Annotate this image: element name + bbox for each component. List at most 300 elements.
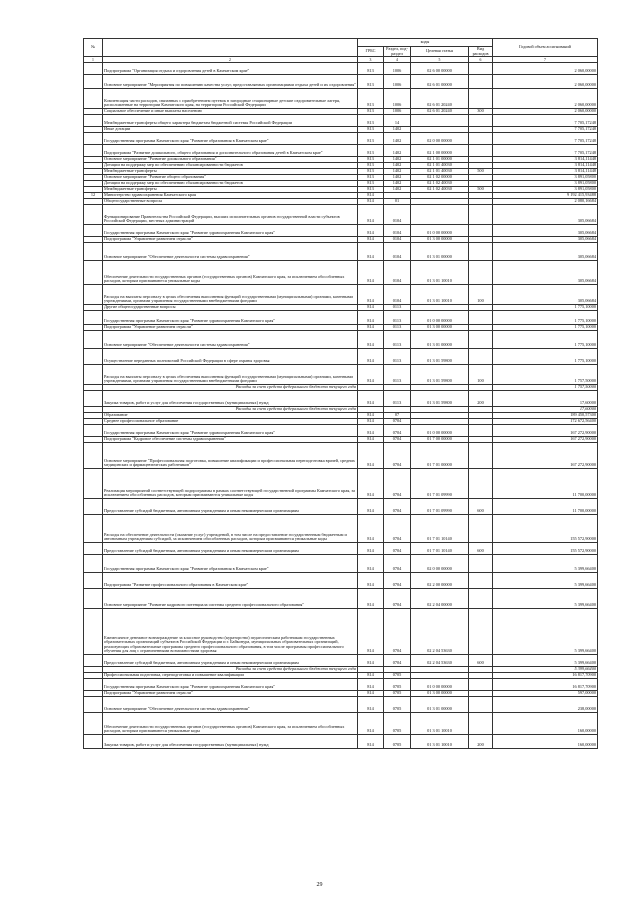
row-section: 0104 [384,237,411,243]
row-expense-type: 200 [469,391,493,407]
row-number [84,555,103,573]
row-amount: 9 192 415,93488 [493,193,598,199]
row-grbs: 814 [358,205,384,225]
row-name: Образование [103,413,358,419]
row-target-article: 02 1 02 40030 [411,187,469,193]
table-row [84,679,598,691]
row-number [84,679,103,691]
table-row [84,735,598,749]
row-expense-type [469,443,493,469]
table-row [84,63,598,75]
row-target-article: 01 0 00 00000 [411,425,469,437]
row-target-article: 02 0 00 00000 [411,133,469,145]
row-name: Обеспечение деятельности государственных органов (государственных органов) Камчатского края, за исключением обособленных расходов, которым присваиваются уникальные коды [103,713,358,735]
row-amount: 167 272,90000 [493,443,598,469]
row-grbs: 814 [358,285,384,305]
row-section: 0113 [384,365,411,385]
header-annual-amount: Годовой объем ассигнований [493,39,598,57]
row-grbs: 813 [358,127,384,133]
row-name: Предоставление субсидий бюджетным, автономным учреждениям и иным некоммерческим организациям [103,655,358,667]
row-name: Расходы за счет средств федерального бюджета текущего года [103,385,358,391]
row-grbs: 814 [358,413,384,419]
row-section: 0113 [384,349,411,365]
row-number [84,225,103,237]
row-target-article: 01 3 00 00000 [411,237,469,243]
row-target-article: 02 2 04 53630 [411,655,469,667]
row-amount: 155 572,90000 [493,543,598,555]
row-name: Расходы на выплаты персоналу в целях обеспечения выполнения функций государственными (муниципальными) органами, казенными учреждениями, органами управления государственными внебюджетными фондами [103,285,358,305]
row-amount: 1 775,10000 [493,311,598,325]
row-target-article: 02 1 01 40030 [411,169,469,175]
row-name: Расходы на выплаты персоналу в целях обеспечения выполнения функций государственными (муниципальными) органами, казенными учреждениями, органами управления государственными внебюджетными фондами [103,365,358,385]
row-name: Подпрограмма "Организация отдыха и оздоровления детей в Камчатском крае" [103,63,358,75]
row-grbs: 814 [358,199,384,205]
table-row [84,697,598,713]
row-amount: 597,00000 [493,691,598,697]
header-name [103,39,358,57]
row-amount: 11 700,00000 [493,469,598,499]
table-row [84,573,598,589]
row-expense-type [469,697,493,713]
header-index-cell: 1 [84,57,103,63]
row-grbs: 813 [358,63,384,75]
row-number [84,515,103,543]
row-grbs: 814 [358,325,384,331]
budget-table-sheet [83,38,597,749]
row-target-article: 01 3 01 10010 [411,261,469,285]
row-target-article: 01 3 01 00000 [411,243,469,261]
row-expense-type: 600 [469,499,493,515]
row-amount: 1 775,10000 [493,325,598,331]
row-name: Подпрограмма "Управление развитием отрасли" [103,325,358,331]
table-row [84,133,598,145]
row-grbs: 813 [358,175,384,181]
row-expense-type [469,573,493,589]
row-target-article: 02 1 01 00000 [411,157,469,163]
row-grbs: 814 [358,691,384,697]
row-section: 0113 [384,331,411,349]
row-section: 0705 [384,679,411,691]
row-number [84,311,103,325]
row-target-article [411,115,469,127]
row-expense-type [469,75,493,89]
row-target-article: 01 3 01 10010 [411,735,469,749]
row-target-article: 01 3 00 00000 [411,691,469,697]
row-expense-type [469,225,493,237]
row-name: Ежемесячное денежное вознаграждение за классное руководство (кураторство) педагогическим работникам государственных образовательных организаций субъектов Российской Федерации и г. Байконура, муниципальных образовательных организаций, реализующих образовательные программы среднего профессионального образования, в том числе программы профессионального обучения для лиц с ограниченными возможностями здоровья [103,609,358,655]
row-target-article: 01 3 01 10010 [411,713,469,735]
row-name: Основное мероприятие "Обеспечение деятельности системы здравоохранения" [103,697,358,713]
header-index-cell: 7 [493,57,598,63]
row-name: Общегосударственные вопросы [103,199,358,205]
row-name: Подпрограмма "Развитие дошкольного, общего образования и дополнительного образования детей в Камчатском крае" [103,145,358,157]
row-target-article: 01 3 01 59800 [411,349,469,365]
row-target-article: 01 3 01 00000 [411,697,469,713]
row-grbs: 814 [358,311,384,325]
row-section: 0704 [384,437,411,443]
table-row [84,285,598,305]
table-row [84,75,598,89]
row-amount: 305,06684 [493,205,598,225]
row-grbs: 814 [358,469,384,499]
row-name: Государственная программа Камчатского края "Развитие здравоохранения Камчатского края" [103,679,358,691]
row-number [84,75,103,89]
row-grbs: 813 [358,181,384,187]
row-section: 0104 [384,285,411,305]
table-row [84,349,598,365]
row-target-article: 01 0 00 00000 [411,311,469,325]
row-target-article: 01 7 01 09990 [411,499,469,515]
row-expense-type: 100 [469,285,493,305]
row-section: 1402 [384,187,411,193]
row-grbs: 814 [358,243,384,261]
row-number [84,573,103,589]
row-name: Расходы за счет средств федерального бюджета текущего года [103,407,358,413]
row-expense-type [469,145,493,157]
row-number [84,365,103,385]
row-amount: 3 891,05800 [493,181,598,187]
row-expense-type [469,205,493,225]
row-name: Осуществление переданных полномочий Российской Федерации в сфере охраны здоровья [103,349,358,365]
row-name: Министерство здравоохранения Камчатского края [103,193,358,199]
row-amount: 16 817,70900 [493,679,598,691]
row-number [84,443,103,469]
row-amount: 2 080,16684 [493,199,598,205]
table-row [84,609,598,655]
row-number [84,89,103,109]
table-row [84,225,598,237]
row-grbs: 814 [358,331,384,349]
row-name: Среднее профессиональное образование [103,419,358,425]
row-amount: 2 060,00000 [493,109,598,115]
row-grbs: 813 [358,163,384,169]
row-target-article: 02 1 01 40030 [411,163,469,169]
row-name: Дотации на поддержку мер по обеспечению сбалансированности бюджетов [103,163,358,169]
table-row [84,115,598,127]
row-section: 1402 [384,127,411,133]
row-number [84,133,103,145]
row-amount: 3 891,05800 [493,175,598,181]
row-grbs: 814 [358,425,384,437]
row-expense-type [469,63,493,75]
table-row [84,425,598,437]
row-name: Государственная программа Камчатского края "Развитие образования в Камчатском крае" [103,555,358,573]
row-amount: 238,00000 [493,697,598,713]
row-name: Государственная программа Камчатского края "Развитие здравоохранения Камчатского края" [103,311,358,325]
row-target-article: 01 3 01 10010 [411,285,469,305]
table-row [84,261,598,285]
row-amount: 3 814,11448 [493,157,598,163]
table-row [84,89,598,109]
row-section: 0705 [384,735,411,749]
row-amount: 11 700,00000 [493,499,598,515]
row-section: 0113 [384,311,411,325]
row-amount: 7 705,17248 [493,127,598,133]
row-expense-type [469,589,493,609]
row-grbs: 813 [358,109,384,115]
row-number [84,589,103,609]
row-expense-type [469,469,493,499]
row-number [84,499,103,515]
row-name: Межбюджетные трансферты общего характера бюджетам бюджетной системы Российской Федерации [103,115,358,127]
row-amount: 7 705,17248 [493,115,598,127]
row-section: 0704 [384,589,411,609]
budget-table [83,38,598,749]
table-row [84,145,598,157]
row-target-article: 01 0 00 00000 [411,225,469,237]
row-amount: 5 399,66400 [493,655,598,667]
row-amount: 16 817,70900 [493,673,598,679]
row-target-article: 01 0 00 00000 [411,679,469,691]
row-number [84,469,103,499]
row-grbs: 814 [358,237,384,243]
table-row [84,311,598,325]
row-name: Подпрограмма "Управление развитием отрасли" [103,237,358,243]
row-number [84,331,103,349]
table-row [84,515,598,543]
row-amount: 17,60000 [493,391,598,407]
row-name: Социальное обеспечение и иные выплаты населению [103,109,358,115]
row-section: 1006 [384,63,411,75]
row-grbs: 813 [358,187,384,193]
row-name: Основное мероприятие "Обеспечение деятельности системы здравоохранения" [103,243,358,261]
row-section: 1402 [384,175,411,181]
budget-table-body [84,63,598,749]
table-row [84,443,598,469]
row-number [84,735,103,749]
row-name: Основное мероприятие "Развитие общего образования" [103,175,358,181]
row-grbs: 814 [358,555,384,573]
row-grbs: 813 [358,89,384,109]
row-target-article: 02 0 00 00000 [411,555,469,573]
row-number [84,63,103,75]
header-section: Раздел, под-раздел [384,47,411,57]
row-section: 1402 [384,169,411,175]
row-name: Межбюджетные трансферты [103,169,358,175]
row-expense-type [469,311,493,325]
table-row [84,555,598,573]
row-amount: 305,06684 [493,243,598,261]
row-name: Расходы на обеспечение деятельности (оказание услуг) учреждений, в том числе на предоставление государственным бюджетным и автономным учреждениям субсидий, за исключением обособленных расходов, которым присваиваются уникальные коды [103,515,358,543]
table-row [84,655,598,667]
row-amount: 5 399,66400 [493,589,598,609]
row-section: 1402 [384,181,411,187]
row-name: Предоставление субсидий бюджетным, автономным учреждениям и иным некоммерческим организациям [103,499,358,515]
row-target-article: 02 2 04 53630 [411,609,469,655]
row-section: 0104 [384,261,411,285]
row-target-article: 01 7 00 00000 [411,437,469,443]
row-section: 0705 [384,713,411,735]
row-expense-type [469,261,493,285]
row-grbs: 814 [358,609,384,655]
table-row [84,589,598,609]
row-target-article: 01 7 01 10140 [411,515,469,543]
row-amount: 167 272,90000 [493,437,598,443]
row-target-article: 01 7 01 10140 [411,543,469,555]
row-target-article: 02 6 01 20240 [411,109,469,115]
row-grbs: 814 [358,679,384,691]
row-section: 0705 [384,691,411,697]
row-section: 0704 [384,499,411,515]
row-grbs: 814 [358,735,384,749]
row-amount: 1 757,50000 [493,385,598,391]
row-section: 0705 [384,697,411,713]
row-grbs: 814 [358,673,384,679]
row-name: Предоставление субсидий бюджетным, автономным учреждениям и иным некоммерческим организациям [103,543,358,555]
row-name: Подпрограмма "Управление развитием отрасли" [103,691,358,697]
row-amount: 17,60000 [493,407,598,413]
row-target-article: 01 3 00 00000 [411,325,469,331]
row-grbs: 814 [358,261,384,285]
row-amount: 167 272,90000 [493,425,598,437]
row-amount: 7 705,17248 [493,133,598,145]
row-expense-type: 200 [469,735,493,749]
row-grbs: 814 [358,225,384,237]
row-amount: 189 450,57300 [493,413,598,419]
row-name: Расходы за счет средств федерального бюджета текущего года [103,667,358,673]
row-name: Основное мероприятие "Профессиональная подготовка, повышение квалификации и профессиональная переподготовка врачей, средних медицинских и фармацевтических работников" [103,443,358,469]
row-name: Закупка товаров, работ и услуг для обеспечения государственных (муниципальных) нужд [103,735,358,749]
row-grbs: 814 [358,419,384,425]
row-target-article [411,205,469,225]
row-section: 0704 [384,469,411,499]
row-expense-type [469,425,493,437]
row-grbs: 813 [358,145,384,157]
row-target-article: 02 2 00 00000 [411,573,469,589]
row-name: Функционирование Правительства Российской Федерации, высших исполнительных органов государственной власти субъектов Российской Федерации, местных администраций [103,205,358,225]
row-name: Обеспечение деятельности государственных органов (государственных органов) Камчатского края, за исключением обособленных расходов, которым присваиваются уникальные коды [103,261,358,285]
row-name: Другие общегосударственные вопросы [103,305,358,311]
row-grbs: 814 [358,365,384,385]
header-index-cell: 3 [358,57,384,63]
row-expense-type [469,713,493,735]
row-section: 0704 [384,419,411,425]
row-amount: 3 814,11448 [493,163,598,169]
row-expense-type [469,515,493,543]
table-row [84,543,598,555]
row-name: Иные дотации [103,127,358,133]
row-number [84,285,103,305]
row-target-article: 02 1 00 00000 [411,145,469,157]
row-grbs: 814 [358,543,384,555]
row-number [84,543,103,555]
row-amount: 1 775,10000 [493,305,598,311]
row-name: Компенсация части расходов, связанных с приобретением путевок в загородные стационарные детские оздоровительные лагеря, расположенные на территории Камчатского края, на территории Российской Федерации [103,89,358,109]
row-section: 0113 [384,325,411,331]
row-amount: 5 399,66400 [493,609,598,655]
row-grbs: 814 [358,443,384,469]
header-index-cell: 6 [469,57,493,63]
row-section: 0704 [384,515,411,543]
row-name: Государственная программа Камчатского края "Развитие образования в Камчатском крае" [103,133,358,145]
row-amount: 160,00000 [493,713,598,735]
row-amount: 3 891,05800 [493,187,598,193]
row-amount: 155 572,90000 [493,515,598,543]
row-number [84,697,103,713]
row-expense-type [469,115,493,127]
row-expense-type: 500 [469,169,493,175]
row-expense-type [469,679,493,691]
row-name: Основное мероприятие "Развитие кадрового потенциала системы среднего профессионального образования" [103,589,358,609]
row-number [84,655,103,667]
row-grbs: 814 [358,713,384,735]
row-name: Основное мероприятие "Обеспечение деятельности системы здравоохранения" [103,331,358,349]
row-amount: 305,06684 [493,225,598,237]
page-number: 29 [316,882,323,888]
row-target-article: 02 2 04 00000 [411,589,469,609]
row-expense-type: 500 [469,187,493,193]
row-section: 14 [384,115,411,127]
row-expense-type: 600 [469,543,493,555]
row-amount: 305,06684 [493,237,598,243]
row-grbs: 813 [358,157,384,163]
row-amount: 5 399,66400 [493,573,598,589]
table-row [84,499,598,515]
row-expense-type [469,133,493,145]
row-number [84,261,103,285]
row-amount: 3 814,11448 [493,169,598,175]
row-section: 1402 [384,157,411,163]
row-name: Межбюджетные трансферты [103,187,358,193]
row-expense-type: 300 [469,109,493,115]
row-grbs: 814 [358,697,384,713]
row-number [84,425,103,437]
row-section: 0704 [384,425,411,437]
row-grbs: 814 [358,655,384,667]
header-grbs: ГРБС [358,47,384,57]
row-number [84,243,103,261]
row-expense-type [469,243,493,261]
row-target-article: 02 6 00 00000 [411,63,469,75]
row-grbs: 814 [358,499,384,515]
row-amount: 1 757,50000 [493,365,598,385]
row-grbs: 814 [358,437,384,443]
row-amount: 2 060,00000 [493,63,598,75]
row-name: Реализация мероприятий соответствующей подпрограммы в рамках соответствующей государственной программы Камчатского края, за исключением обособленных расходов, которым присваиваются уникальные коды [103,469,358,499]
row-expense-type: 100 [469,365,493,385]
row-target-article: 01 7 01 09990 [411,469,469,499]
row-target-article: 01 3 01 00000 [411,331,469,349]
row-amount: 305,06684 [493,285,598,305]
row-expense-type [469,609,493,655]
row-section: 1006 [384,75,411,89]
row-number [84,391,103,407]
row-target-article: 01 3 01 59800 [411,391,469,407]
row-expense-type [469,555,493,573]
table-row [84,469,598,499]
row-name: Основное мероприятие "Мероприятия по повышению качества услуг, предоставляемых организациями отдыха детей и их оздоровления" [103,75,358,89]
row-amount: 1 775,10000 [493,331,598,349]
header-expense-type: Вид расходов [469,47,493,57]
row-section: 1006 [384,109,411,115]
row-grbs: 814 [358,515,384,543]
row-number [84,609,103,655]
row-number [84,349,103,365]
row-number [84,205,103,225]
row-name: Подпрограмма "Развитие профессионального образования в Камчатском крае" [103,573,358,589]
row-name: Дотации на поддержку мер по обеспечению сбалансированности бюджетов [103,181,358,187]
row-number [84,145,103,157]
row-section: 1402 [384,163,411,169]
row-section: 1402 [384,133,411,145]
header-target-article: Целевая статья [411,47,469,57]
row-section: 0704 [384,543,411,555]
row-amount: 1 775,10000 [493,349,598,365]
row-expense-type [469,349,493,365]
row-amount: 5 399,66400 [493,667,598,673]
row-name: Государственная программа Камчатского края "Развитие здравоохранения Камчатского края" [103,425,358,437]
table-row [84,243,598,261]
